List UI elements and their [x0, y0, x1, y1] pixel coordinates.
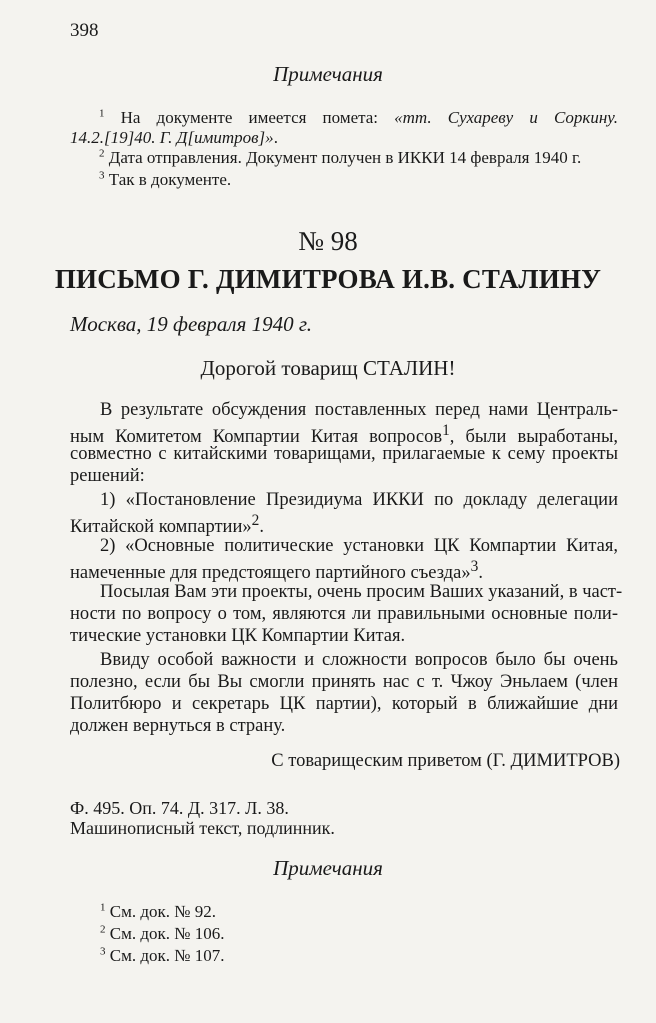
p5-line-2: полезно, если бы Вы смогли принять нас с т. Чжоу Эньлаем (член: [70, 672, 618, 692]
p4-line-2: ности по вопросу о том, являются ли правильными основные поли-: [70, 604, 618, 624]
p4-line-3: тические установки ЦК Компартии Китая.: [70, 626, 406, 646]
p2-line-1: 1) «Постановление Президиума ИККИ по докладу делегации: [100, 490, 618, 510]
document-title: ПИСЬМО Г. ДИМИТРОВА И.В. СТАЛИНУ: [54, 264, 602, 294]
p3-line-1: 2) «Основные политические установки ЦК Компартии Китая,: [100, 536, 618, 556]
p3-line-2: намеченные для предстоящего партийного съезда»$^3$.: [70, 558, 483, 584]
salutation: Дорогой товарищ СТАЛИН!: [200, 356, 456, 380]
p1-line-3: совместно с китайскими товарищами, прилагаемые к сему проекты: [70, 444, 618, 464]
page-number: 398: [70, 20, 99, 41]
p1-line-4: решений:: [70, 466, 145, 486]
p5-line-1: Ввиду особой важности и сложности вопросов было бы очень: [100, 650, 618, 670]
note-1-line-1: $^1$ На документе имеется помета: «тт. Сухареву и Соркину.: [99, 107, 619, 127]
note-3-number: 3: [99, 169, 105, 182]
document-number: № 98: [298, 226, 358, 256]
notes-heading-top: Примечания: [273, 62, 383, 86]
note-1-line-2: 14.2.[19]40. Г. Д[имитров]».: [70, 128, 278, 147]
archive-type: Машинописный текст, подлинник.: [70, 818, 335, 838]
archive-reference: Ф. 495. Оп. 74. Д. 317. Л. 38.: [70, 798, 289, 818]
note-2: $^2$ Дата отправления. Документ получен в ИККИ 14 февраля 1940 г.: [99, 147, 582, 167]
bottom-note-2: $^2$ См. док. № 106.: [100, 923, 225, 943]
note-3: $^3$ Так в документе.: [99, 169, 232, 189]
bottom-note-3: $^3$ См. док. № 107.: [100, 945, 225, 965]
p1-line-1: В результате обсуждения поставленных перед нами Централь-: [100, 400, 618, 420]
p5-line-3: Политбюро и секретарь ЦК партии), который в ближайшие дни: [70, 694, 618, 714]
p4-line-1: Посылая Вам эти проекты, очень просим Ваших указаний, в част-: [100, 582, 623, 602]
note-2-number: 2: [99, 147, 105, 160]
note-1-number: 1: [99, 107, 105, 120]
notes-heading-bottom: Примечания: [273, 856, 383, 880]
bottom-note-1: $^1$ См. док. № 92.: [100, 901, 216, 921]
closing-signature: С товарищеским приветом (Г. ДИМИТРОВ): [271, 751, 620, 771]
place-date: Москва, 19 февраля 1940 г.: [70, 312, 312, 336]
p1-line-2: ным Комитетом Компартии Китая вопросов$^1$, были выработаны,: [70, 422, 619, 448]
p5-line-4: должен вернуться в страну.: [70, 716, 286, 736]
p2-line-2: Китайской компартии»$^2$.: [70, 512, 264, 538]
